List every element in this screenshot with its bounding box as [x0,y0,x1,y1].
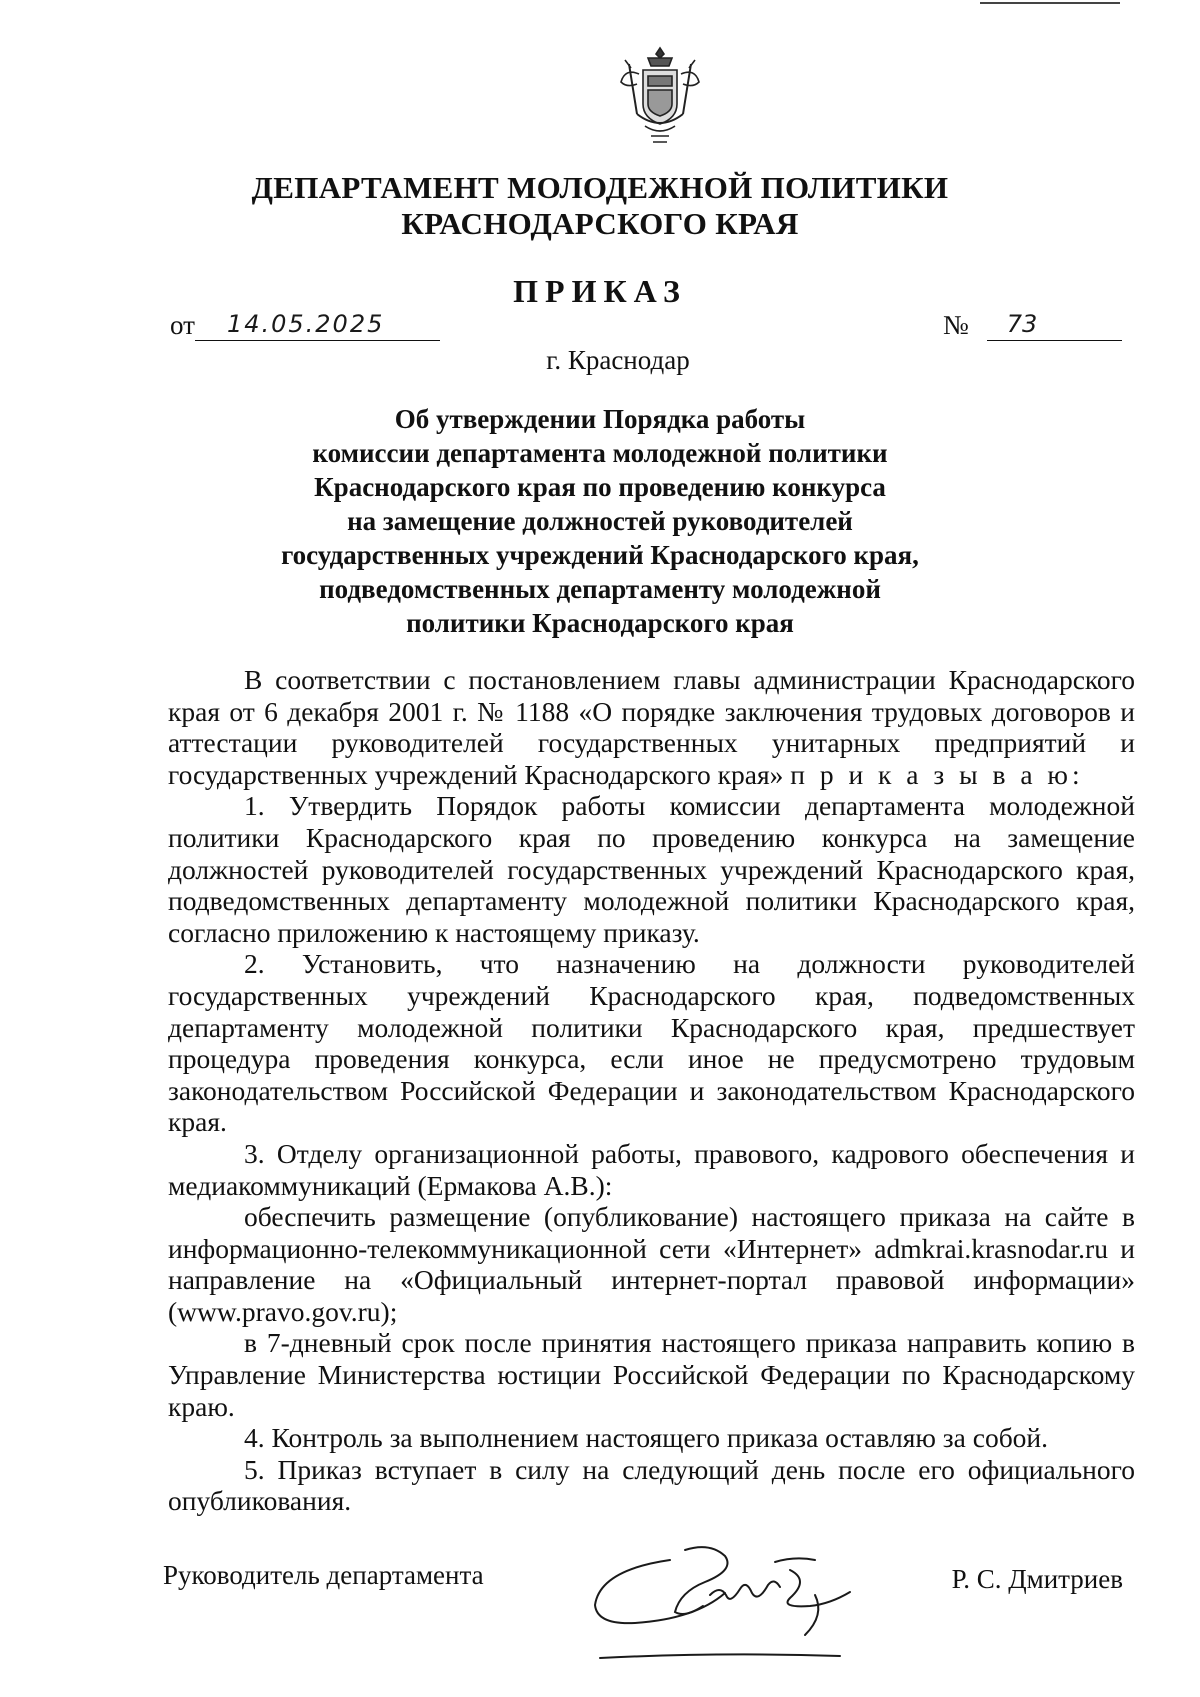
item-5: 5. Приказ вступает в силу на следующий день после его официального опубликования. [168,1453,1135,1517]
order-subject [0,402,1200,640]
number-line [987,312,1122,341]
preamble-text: В соответствии с постановлением главы администрации Краснодарского края от 6 декабря 2001 г. № 1188 «О порядке заключения трудовых договоров и аттестации руководителей государственных унитарных предприятий и государственных учреждений Краснодарского края» [168,664,1135,790]
subject-line: Об утверждении Порядка работы [394,404,806,434]
subject-line: подведомственных департаменту молодежной [319,574,881,604]
department-name [0,170,1200,242]
date-line [195,312,440,341]
department-name-line2: КРАСНОДАРСКОГО КРАЯ [401,206,799,241]
signer-name: Р. С. Дмитриев [951,1564,1123,1594]
subject-line: Краснодарского края по проведению конкурса [314,472,886,502]
department-name-line1: ДЕПАРТАМЕНТ МОЛОДЕЖНОЙ ПОЛИТИКИ [251,170,949,205]
city: г. Краснодар [546,345,690,375]
item-4: 4. Контроль за выполнением настоящего приказа оставляю за собой. [244,1422,1049,1454]
top-edge-line [980,2,1120,4]
date-prefix: от [170,310,195,340]
order-body [168,664,1135,1517]
number-handwritten: 73 [1006,310,1038,338]
signer-role: Руководитель департамента [163,1560,484,1590]
subject-line: государственных учреждений Краснодарского края, [281,540,919,570]
coat-of-arms-icon [615,44,705,154]
item-2: 2. Установить, что назначению на должности руководителей государственных учреждений Краснодарского края, подведомственных департаменту молодежной политики Краснодарского края, предшествует процедура проведения конкурса, если иное не предусмотрено трудовым законодательством Российской Федерации и законодательством Краснодарского края. [168,948,1135,1138]
order-date [170,310,440,341]
preamble-paragraph [168,664,1135,790]
item-1: 1. Утвердить Порядок работы комиссии департамента молодежной политики Краснодарского края по проведению конкурса на замещение должностей руководителей государственных учреждений Краснодарского края, подведомственных департаменту молодежной политики Краснодарского края, согласно приложению к настоящему приказу. [168,790,1135,948]
subject-line: комиссии департамента молодежной политики [312,438,888,468]
item-3-sub-2: в 7-дневный срок после принятия настоящего приказа направить копию в Управление Министерства юстиции Российской Федерации по Краснодарскому краю. [168,1327,1135,1422]
order-title: ПРИКАЗ [513,273,687,309]
date-handwritten: 14.05.2025 [226,310,385,338]
number-prefix: № [943,310,969,340]
item-3-sub-1: обеспечить размещение (опубликование) настоящего приказа на сайте в информационно-телекоммуникационной сети «Интернет» admkrai.krasnodar.ru и направление на «Официальный интернет-портал правовой информации» (www.pravo.gov.ru); [168,1201,1135,1327]
subject-line: на замещение должностей руководителей [347,506,853,536]
subject-line: политики Краснодарского края [406,608,794,638]
order-word: п р и к а з ы в а ю: [790,758,1084,790]
order-number [943,310,1122,341]
item-3: 3. Отделу организационной работы, правового, кадрового обеспечения и медиакоммуникаций (Ермакова А.В.): [168,1137,1135,1201]
handwritten-signature [590,1540,890,1670]
